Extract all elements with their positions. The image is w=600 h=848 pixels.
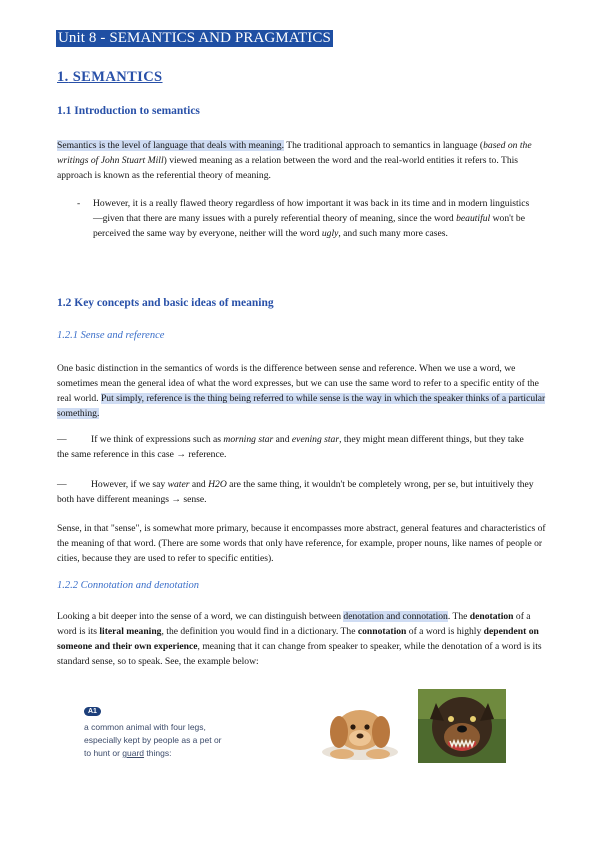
text: . The xyxy=(447,611,470,622)
puppy-photo xyxy=(312,694,404,764)
bold-text: dependent on someone and their own experience xyxy=(57,626,539,652)
italic-text: water xyxy=(167,479,190,490)
section-title: SEMANTICS xyxy=(68,69,163,85)
text: to hunt or xyxy=(84,748,123,758)
dictionary-definition xyxy=(84,700,284,760)
text: Looking a bit deeper into the sense of a word, we can distinguish between xyxy=(57,611,344,622)
heading-intro-semantics: 1.1 Introduction to semantics xyxy=(57,105,200,117)
text: are the same thing, it wouldn't be completely wrong, per se, but intuitively they both have different meanings → sense. xyxy=(57,479,534,505)
italic-text: H2O xyxy=(208,479,227,490)
dash-item-sense xyxy=(57,477,537,507)
highlight-text: denotation and connotation xyxy=(343,611,448,622)
bullet-text xyxy=(93,196,533,241)
text: However, it is a really flawed theory regardless of how important it was back in its time and in modern linguistics —given that there are many issues with a purely referential theory of meaning, since the word xyxy=(93,198,530,224)
italic-text: beautiful xyxy=(456,213,491,224)
text: One basic distinction in the semantics of words is the difference between sense and reference. When we use a word, we sometimes mean the general idea of what the word expresses, but we can use the same word to refer to a specific entity of the real world. xyxy=(57,363,539,404)
text: of a word is its xyxy=(57,611,531,637)
bullet-mark: - xyxy=(77,198,81,209)
dash-mark: — xyxy=(57,434,67,445)
definition-text xyxy=(84,721,284,760)
bold-text: connotation xyxy=(357,626,407,637)
italic-text: ugly xyxy=(321,228,339,239)
text: The traditional approach to semantics in language ( xyxy=(284,140,484,151)
text: of a word is highly xyxy=(406,626,484,637)
unit-title-wrap xyxy=(56,29,333,47)
highlight-text: Semantics is the level of language that deals with meaning. xyxy=(57,140,284,151)
text: and xyxy=(273,434,292,445)
dash-item-reference xyxy=(57,432,537,462)
italic-text: based on the writings of John Stuart Mill xyxy=(57,140,532,166)
connotation-paragraph xyxy=(57,609,547,669)
text: ) viewed meaning as a relation between the word and the real-world entities it refers to. This approach is known as the referential theory of meaning. xyxy=(57,155,519,181)
underlined-text: guard xyxy=(122,748,145,758)
text: If we think of expressions such as xyxy=(91,434,224,445)
bold-text: literal meaning xyxy=(99,626,162,637)
level-badge: A1 xyxy=(84,707,101,716)
text: , meaning that it can change from speaker to speaker, while the denotation of a word is its standard sense, so to speak. See, the example below: xyxy=(57,641,542,667)
text: , the definition you would find in a dictionary. The xyxy=(161,626,358,637)
text: , they might mean different things, but they take the same reference in this case → reference. xyxy=(57,434,524,460)
text: won't be perceived the same way by everyone, neither will the word xyxy=(93,213,525,239)
unit-title: Unit 8 - SEMANTICS AND PRAGMATICS xyxy=(58,30,331,46)
definition-line: a common animal with four legs, xyxy=(84,722,206,732)
heading-key-concepts: 1.2 Key concepts and basic ideas of meaning xyxy=(57,297,274,309)
subheading-connotation-denotation: 1.2.2 Connotation and denotation xyxy=(57,580,200,591)
angry-dog-photo xyxy=(418,689,506,763)
section-number: 1. xyxy=(57,69,69,85)
definition-line xyxy=(84,747,284,760)
sense-reference-paragraph xyxy=(57,361,547,421)
text: However, if we say xyxy=(91,479,168,490)
section-heading-semantics xyxy=(57,69,163,86)
sense-paragraph: Sense, in that "sense", is somewhat more primary, because it encompasses more abstract, general features and characteristics of the meaning of that word. (There are some words that only have reference, for example, proper nouns, like names of people or cities, because they are used to refer to specific entities). xyxy=(57,523,546,564)
dash-mark: — xyxy=(57,479,67,490)
text: things: xyxy=(144,748,172,758)
italic-text: evening star xyxy=(291,434,340,445)
highlight-text: Put simply, reference is the thing being referred to while sense is the way in which the speaker thinks of a particular something. xyxy=(57,393,546,419)
text: , and such many more cases. xyxy=(338,228,448,239)
bold-text: denotation xyxy=(469,611,514,622)
intro-paragraph xyxy=(57,138,547,183)
italic-text: morning star xyxy=(223,434,274,445)
subheading-sense-reference: 1.2.1 Sense and reference xyxy=(57,330,165,341)
definition-line: especially kept by people as a pet or xyxy=(84,735,222,745)
text: and xyxy=(189,479,209,490)
